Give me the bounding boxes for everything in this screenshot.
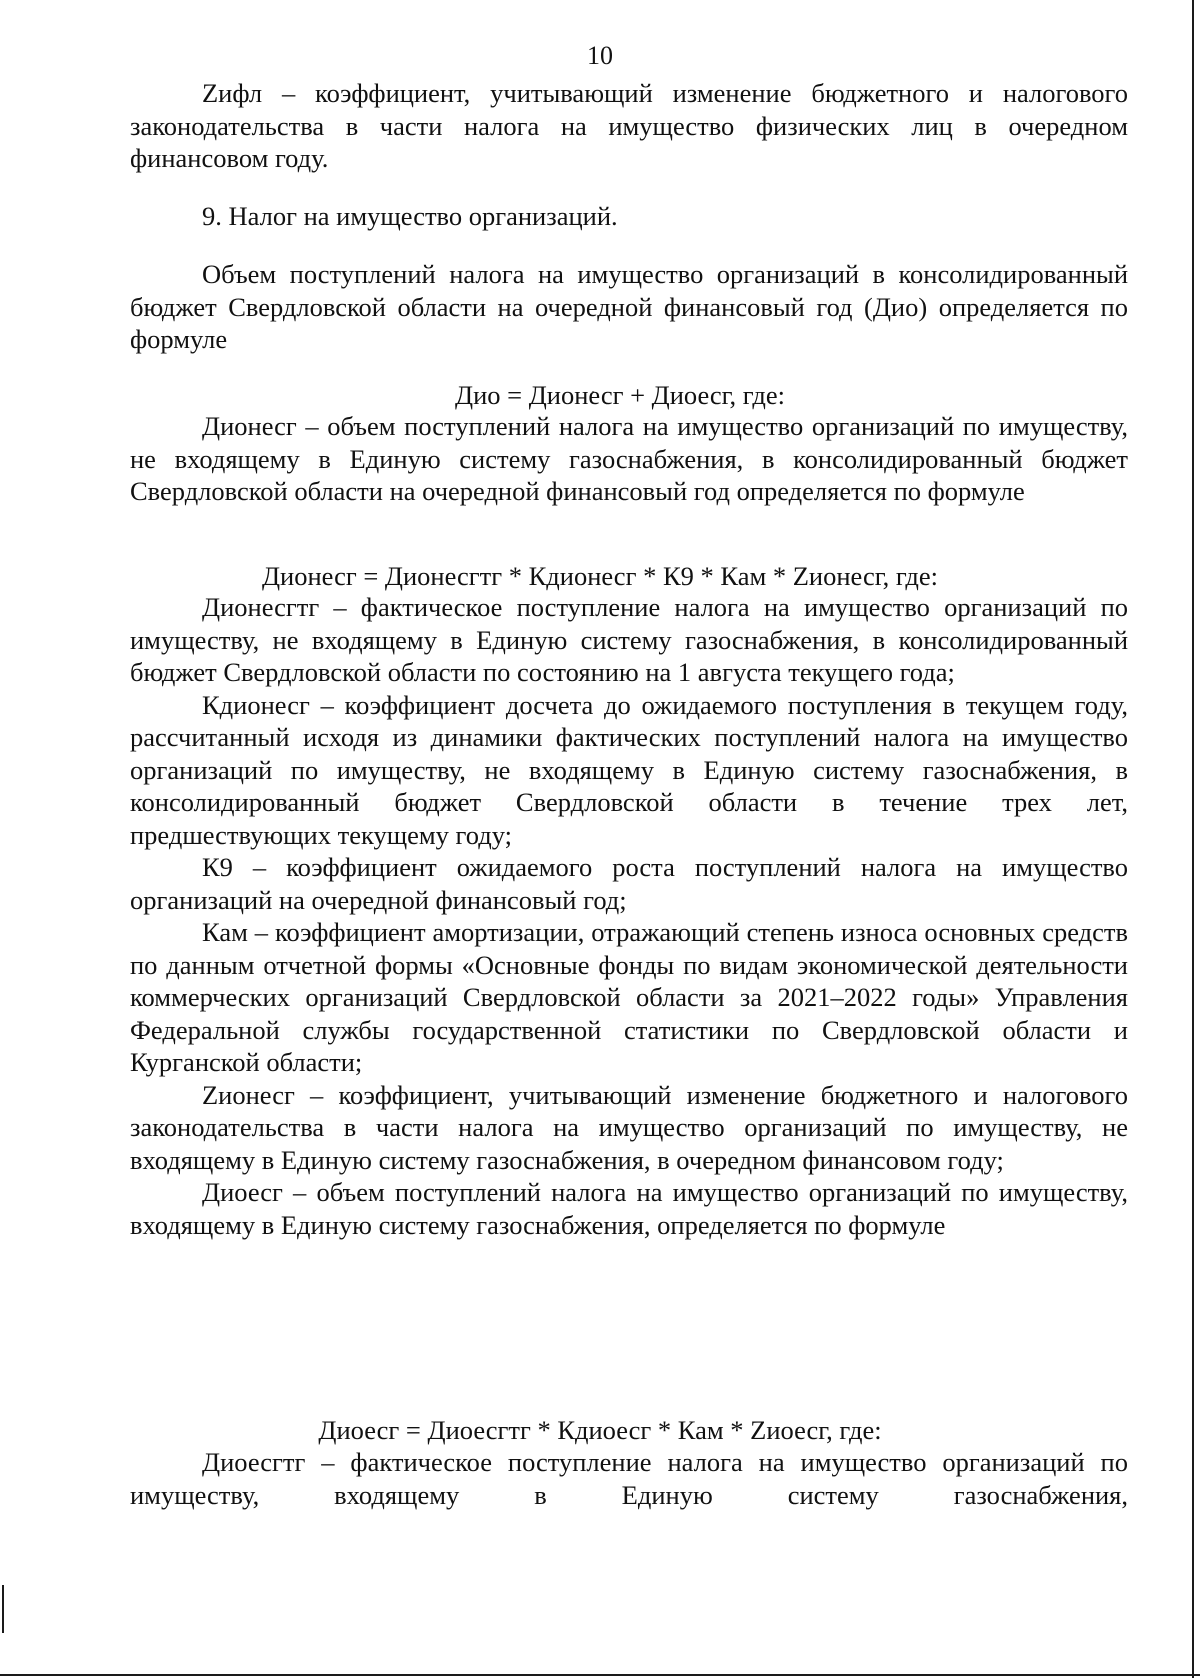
kam-definition: Кам – коэффициент амортизации, отражающий степень износа основных средств по данным отчетной формы «Основные фонды по видам экономической деятельности коммерческих организаций Свердловской области за 2021–2022 годы» Управления Федеральной службы государственной статистики по Свердловской области и Курганской области;	[130, 917, 1128, 1077]
zifl-definition-block	[130, 77, 1128, 175]
scan-bottom-edge	[0, 1674, 1200, 1676]
kdionesg-definition: Кдионесг – коэффициент досчета до ожидаемого поступления в текущем году, рассчитанный исходя из динамики фактических поступлений налога на имущество организаций по имуществу, не входящему в Единую систему газоснабжения, в консолидированный бюджет Свердловской области в течение трех лет, предшествующих текущему году;	[130, 689, 1128, 850]
k9-definition: К9 – коэффициент ожидаемого роста поступлений налога на имущество организаций на очередной финансовый год;	[130, 852, 1128, 915]
formula-dionesg: Дионесг = Дионесгтг * Кдионесг * К9 * Кам * Zионесг, где:	[261, 561, 938, 591]
section-heading: 9. Налог на имущество организаций.	[202, 201, 618, 231]
dioesgtg-definition: Диоесгтг – фактическое поступление налога на имущество организаций по имуществу, входящему в Единую систему газоснабжения,	[130, 1447, 1128, 1510]
scan-left-mark	[2, 1585, 4, 1633]
dioesg-definition: Диоесг – объем поступлений налога на имущество организаций по имуществу, входящему в Единую систему газоснабжения, определяется по формуле	[130, 1177, 1128, 1240]
zionesg-definition: Zионесг – коэффициент, учитывающий изменение бюджетного и налогового законодательства в части налога на имущество организаций по имуществу, не входящему в Единую систему газоснабжения, в очередном финансовом году;	[130, 1079, 1128, 1175]
section-intro-block	[130, 258, 1128, 356]
dioesgtg-definition-block	[130, 1446, 1128, 1511]
formula-dio: Дио = Дионесг + Диоесг, где:	[455, 380, 785, 410]
definitions-block	[130, 591, 1128, 1241]
formula-dioesg: Диоесг = Диоесгтг * Кдиоесг * Кам * Zиоесг, где:	[318, 1415, 882, 1445]
zifl-definition: Zифл – коэффициент, учитывающий изменение бюджетного и налогового законодательства в части налога на имущество физических лиц в очередном финансовом году.	[130, 78, 1128, 173]
section-intro-paragraph: Объем поступлений налога на имущество организаций в консолидированный бюджет Свердловской области на очередной финансовый год (Дио) определяется по формуле	[130, 259, 1128, 354]
dionesg-definition: Дионесг – объем поступлений налога на имущество организаций по имуществу, не входящему в Единую систему газоснабжения, в консолидированный бюджет Свердловской области на очередной финансовый год определяется по формуле	[130, 411, 1128, 506]
dionesgtg-definition: Дионесгтг – фактическое поступление налога на имущество организаций по имуществу, не входящему в Единую систему газоснабжения, в консолидированный бюджет Свердловской области по состоянию на 1 августа текущего года;	[130, 592, 1128, 687]
page-number: 10	[587, 41, 613, 70]
dionesg-definition-block	[130, 410, 1128, 508]
section-heading-block	[130, 200, 1128, 233]
